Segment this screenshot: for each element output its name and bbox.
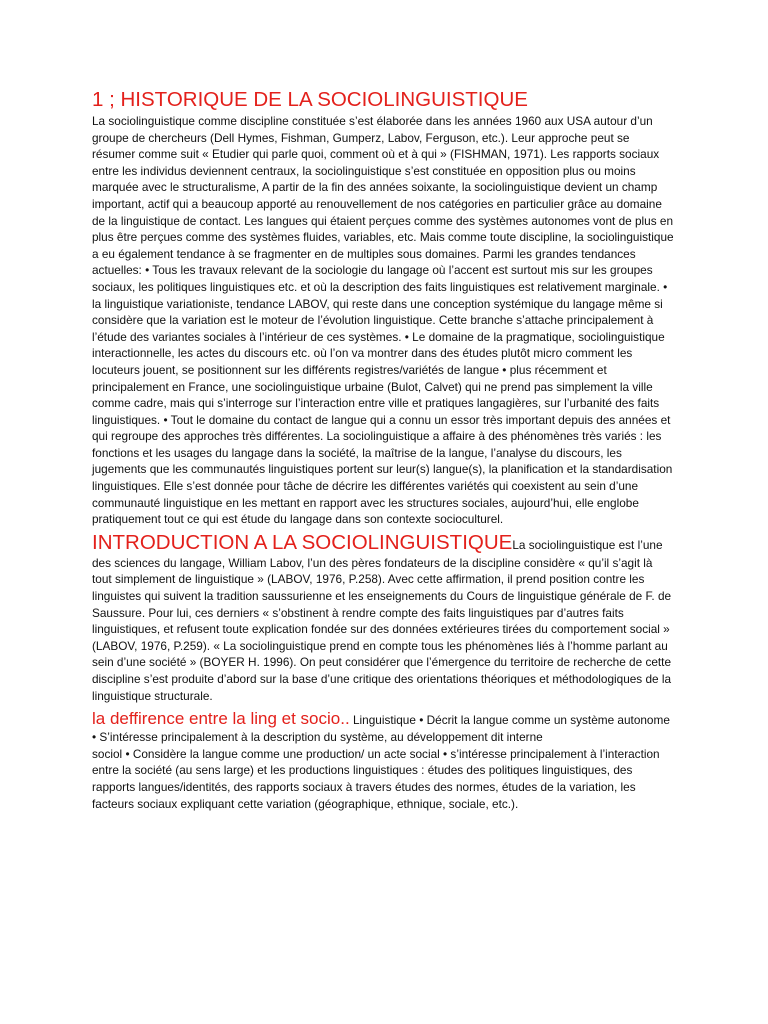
section-difference — [92, 709, 674, 812]
paragraph-introduction-wrapper — [92, 531, 674, 704]
paragraph-difference-wrapper — [92, 709, 674, 812]
document-page — [92, 88, 674, 812]
heading-difference: la deffirence entre la ling et socio.. — [92, 709, 350, 729]
heading-historique: 1 ; HISTORIQUE DE LA SOCIOLINGUISTIQUE — [92, 88, 528, 111]
section-introduction — [92, 531, 674, 704]
paragraph-introduction: La sociolinguistique est l’une des sciences du langage, William Labov, l’un des pères fondateurs de la discipline considère « qu’il s’agit là tout simplement de linguistique » (LABOV, 1976, P.258). Avec cette affirmation, il prend position contre les linguistes qui suivent la tradition saussurienne et les enseignements du Cours de linguistique générale de F. de Saussure. Pour lui, ces derniers « s’obstinent à rendre compte des faits linguistiques par d’autres faits linguistiques, et refusent toute explication fondée sur des données extérieures tirées du comportement social » (LABOV, 1976, P.259). « La sociolinguistique prend en compte tous les phénomènes liés à l’homme parlant au sein d’une société » (BOYER H. 1996). On peut considérer que l’émergence du territoire de recherche de cette discipline s’est produite d’abord sur la base d’une critique des orientations théoriques et méthodologiques de la linguistique structurale. — [92, 537, 672, 703]
paragraph-historique: La sociolinguistique comme discipline constituée s’est élaborée dans les années 1960 aux USA autour d’un groupe de chercheurs (Dell Hymes, Fishman, Gumperz, Labov, Ferguson, etc.). Leur approche peut se résumer comme suit « Etudier qui parle quoi, comment où et à qui » (FISHMAN, 1971). Les rapports sociaux entre les individus deviennent centraux, la sociolinguistique s’est constituée en opposition plus ou moins marquée avec le structuralisme, A partir de la fin des années soixante, la sociolinguistique devient un champ important, actif qui a beaucoup apporté au renouvellement de nos catégories en particulier grâce au domaine de la linguistique de contact. Les langues qui étaient perçues comme des systèmes autonomes vont de plus en plus être perçues comme des systèmes fluides, variables, etc. Mais comme toute discipline, la sociolinguistique a eu également tendance à se fragmenter en de multiples sous domaines. Parmi les grandes tendances actuelles: • Tous les travaux relevant de la sociologie du langage où l’accent est surtout mis sur les groupes sociaux, les politiques linguistiques etc. et où la description des faits linguistiques est relativement marginale. • la linguistique variationiste, tendance LABOV, qui reste dans une conception systémique du langage même si considère que la variation est le moteur de l’évolution linguistique. Cette branche s’attache principalement à l’étude des variantes sociales à l’intérieur de ces systèmes. • Le domaine de la pragmatique, sociolinguistique interactionnelle, les actes du discours etc. où l’on va montrer dans des études plutôt micro comment les locuteurs jouent, se positionnent sur les différents registres/variétés de langue • plus récemment et principalement en France, une sociolinguistique urbaine (Bulot, Calvet) qui ne prend pas simplement la ville comme cadre, mais qui s’interroge sur l’interaction entre ville et pratiques langagières, sur l’urbanité des faits linguistiques. • Tout le domaine du contact de langue qui a connu un essor très important depuis des années et qui regroupe des approches très différentes. La sociolinguistique a affaire à des phénomènes très variés : les fonctions et les usages du langage dans la société, la maîtrise de la langue, l’analyse du discours, les jugements que les communautés linguistiques portent sur leur(s) langue(s), la planification et la standardisation linguistiques. Elle s’est donnée pour tâche de décrire les différentes variétés qui coexistent au sein d’une communauté linguistique en les mettant en rapport avec les structures sociales, aujourd’hui, elle englobe pratiquement tout ce qui est étude du langage dans son contexte socioculturel. — [92, 114, 674, 527]
paragraph-difference-sociol: sociol • Considère la langue comme une production/ un acte social • s’intéresse principalement à l’interaction entre la société (au sens large) et les productions linguistiques : études des politiques linguistiques, des rapports langues/identités, des rapports sociaux à travers études des normes, études de la variation, les facteurs sociaux expliquant cette variation (géographique, ethnique, sociale, etc.). — [92, 746, 660, 811]
heading-introduction: INTRODUCTION A LA SOCIOLINGUISTIQUE — [92, 530, 513, 554]
paragraph-difference-linguistique: Linguistique • Décrit la langue comme un système autonome • S’intéresse principalement à la description du système, au développement dit interne — [92, 713, 670, 745]
section-historique — [92, 88, 674, 528]
